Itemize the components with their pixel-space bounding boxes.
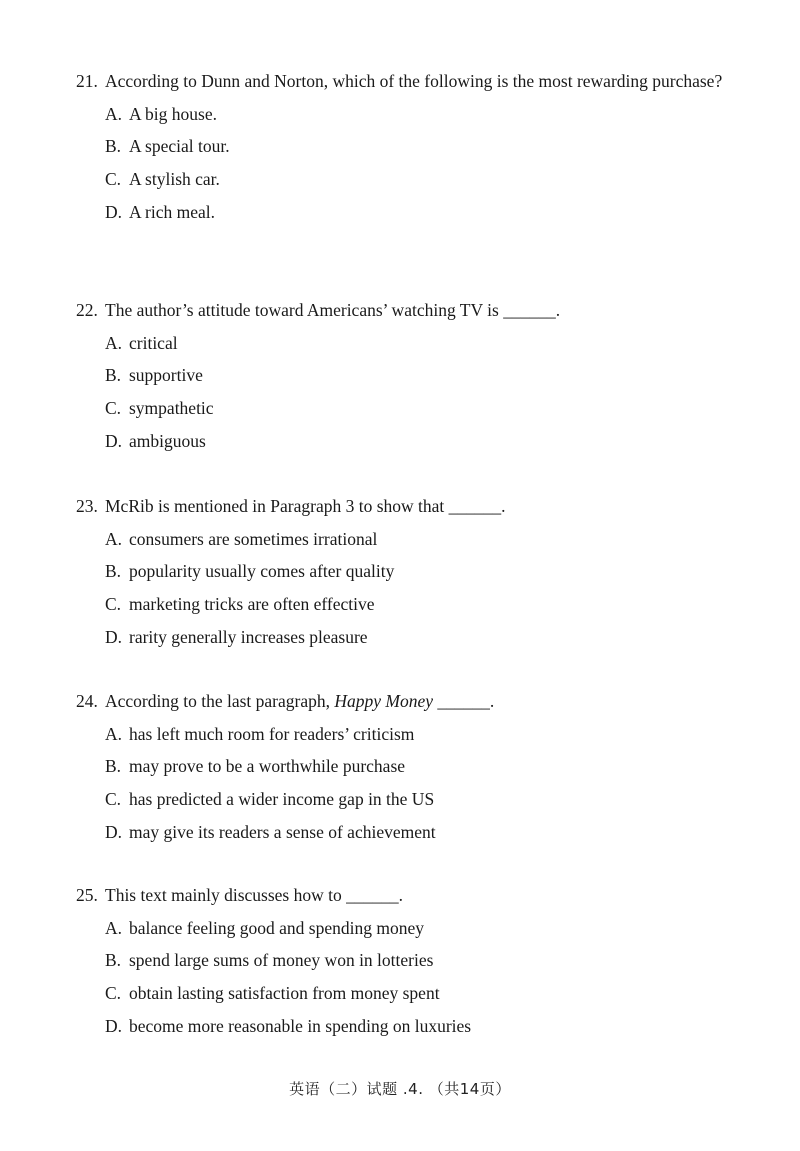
- option-letter: D.: [105, 821, 123, 842]
- option-letter: D.: [105, 201, 123, 222]
- option-text: has left much room for readers’ criticism: [129, 723, 415, 744]
- option-letter: B.: [105, 136, 122, 157]
- option-letter: C.: [105, 983, 122, 1004]
- option-text: rarity generally increases pleasure: [129, 626, 368, 647]
- option-text: spend large sums of money won in lotteries: [129, 950, 434, 971]
- option-list: [76, 718, 736, 849]
- question-number: 24.: [76, 691, 98, 711]
- option-letter: D.: [105, 1015, 123, 1036]
- question-23: [76, 490, 736, 654]
- option-b[interactable]: [76, 750, 736, 783]
- option-letter: D.: [105, 626, 123, 647]
- option-text: has predicted a wider income gap in the US: [129, 789, 435, 810]
- option-list: [76, 98, 736, 229]
- option-d[interactable]: [76, 196, 736, 229]
- option-text: consumers are sometimes irrational: [129, 528, 378, 549]
- option-list: [76, 912, 736, 1043]
- option-text: marketing tricks are often effective: [129, 594, 375, 615]
- option-c[interactable]: [76, 977, 736, 1010]
- option-text: may give its readers a sense of achievement: [129, 821, 436, 842]
- question-stem-after: ______.: [433, 691, 495, 711]
- option-a[interactable]: [76, 718, 736, 751]
- question-stem: The author’s attitude toward Americans’ watching TV is ______.: [105, 300, 561, 320]
- option-c[interactable]: [76, 392, 736, 425]
- option-a[interactable]: [76, 98, 736, 131]
- option-letter: C.: [105, 789, 122, 810]
- option-text: A rich meal.: [129, 201, 216, 222]
- option-text: sympathetic: [129, 398, 214, 419]
- option-letter: C.: [105, 169, 122, 190]
- option-a[interactable]: [76, 523, 736, 556]
- option-text: A stylish car.: [129, 169, 220, 190]
- question-number: 23.: [76, 496, 98, 516]
- option-text: may prove to be a worthwhile purchase: [129, 756, 406, 777]
- option-a[interactable]: [76, 327, 736, 360]
- option-b[interactable]: [76, 359, 736, 392]
- option-d[interactable]: [76, 621, 736, 654]
- option-c[interactable]: [76, 783, 736, 816]
- question-stem: [105, 685, 494, 718]
- option-text: obtain lasting satisfaction from money spent: [129, 983, 440, 1004]
- option-text: A special tour.: [129, 136, 230, 157]
- option-text: balance feeling good and spending money: [129, 917, 424, 938]
- option-text: supportive: [129, 365, 203, 386]
- question-25: [76, 879, 736, 1043]
- option-letter: C.: [105, 398, 122, 419]
- option-text: become more reasonable in spending on luxuries: [129, 1015, 472, 1036]
- option-text: A big house.: [129, 103, 217, 124]
- option-letter: A.: [105, 528, 123, 549]
- option-letter: C.: [105, 594, 122, 615]
- question-number: 25.: [76, 885, 98, 905]
- option-a[interactable]: [76, 912, 736, 945]
- option-letter: A.: [105, 917, 123, 938]
- option-list: [76, 523, 736, 654]
- option-text: ambiguous: [129, 430, 206, 451]
- question-number: 22.: [76, 300, 98, 320]
- question-number: 21.: [76, 71, 98, 91]
- option-d[interactable]: [76, 425, 736, 458]
- option-letter: D.: [105, 430, 123, 451]
- option-letter: A.: [105, 103, 123, 124]
- option-b[interactable]: [76, 130, 736, 163]
- question-stem: According to Dunn and Norton, which of the following is the most rewarding purchase?: [105, 71, 723, 91]
- option-b[interactable]: [76, 555, 736, 588]
- option-letter: A.: [105, 332, 123, 353]
- option-letter: B.: [105, 365, 122, 386]
- option-letter: B.: [105, 950, 122, 971]
- question-21: [76, 65, 736, 229]
- option-list: [76, 327, 736, 458]
- question-stem: McRib is mentioned in Paragraph 3 to show that ______.: [105, 496, 506, 516]
- question-stem: This text mainly discusses how to ______.: [105, 885, 403, 905]
- option-letter: B.: [105, 756, 122, 777]
- book-title: Happy Money: [334, 691, 434, 711]
- question-22: [76, 294, 736, 458]
- option-c[interactable]: [76, 588, 736, 621]
- option-d[interactable]: [76, 1010, 736, 1043]
- page-footer: 英语（二）试题 .4. （共14页）: [289, 1080, 511, 1098]
- option-text: popularity usually comes after quality: [129, 561, 395, 582]
- option-letter: A.: [105, 723, 123, 744]
- option-d[interactable]: [76, 816, 736, 849]
- option-b[interactable]: [76, 944, 736, 977]
- option-c[interactable]: [76, 163, 736, 196]
- option-letter: B.: [105, 561, 122, 582]
- question-stem-before: According to the last paragraph,: [105, 691, 335, 711]
- option-text: critical: [129, 332, 178, 353]
- question-24: [76, 685, 736, 849]
